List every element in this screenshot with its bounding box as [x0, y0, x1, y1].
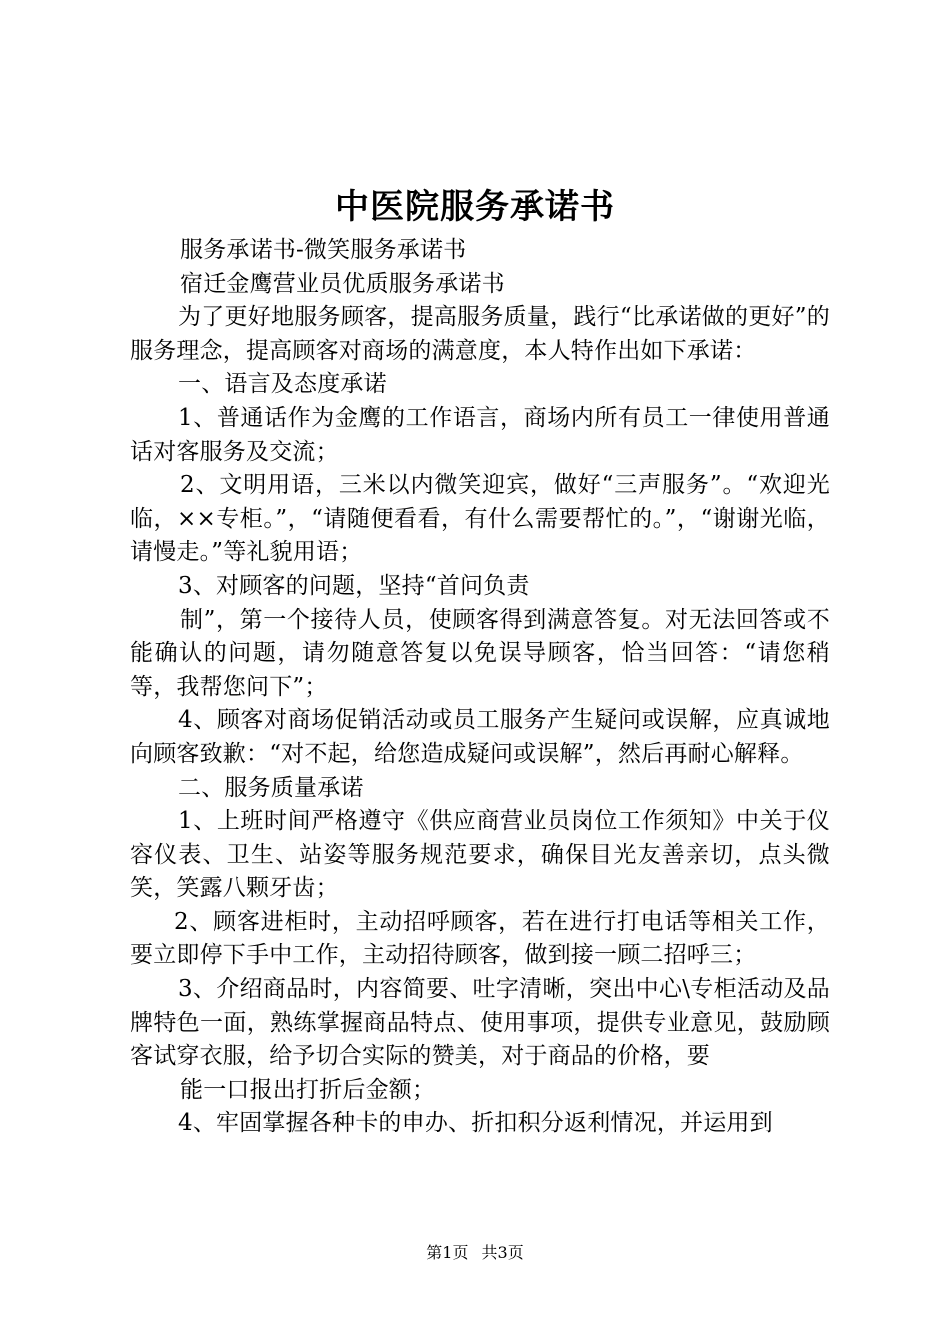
page-number: 第1页: [426, 1243, 469, 1262]
paragraph-quality-2: 2、顾客进柜时，主动招呼顾客，若在进行打电话等相关工作，要立即停下手中工作，主动招待顾客，做到接一顾二招呼三；: [130, 908, 830, 969]
paragraph-quality-4: 4、牢固掌握各种卡的申办、折扣积分返利情况，并运用到: [178, 1110, 773, 1137]
section-heading-language: 一、语言及态度承诺: [178, 371, 387, 398]
page-footer: [0, 1242, 950, 1264]
paragraph-quality-3b: 能一口报出打折后金额；: [180, 1076, 436, 1103]
paragraph-language-3a: 3、对顾客的问题，坚持“首问负责: [178, 572, 530, 599]
paragraph-language-4: 4、顾客对商场促销活动或员工服务产生疑问或误解，应真诚地向顾客致歉：“对不起，给您造成疑问或误解”，然后再耐心解释。: [130, 707, 830, 767]
paragraph-subtitle-2: 宿迁金鹰营业员优质服务承诺书: [180, 270, 505, 297]
document-title: 中医院服务承诺书: [335, 187, 615, 227]
section-heading-quality: 二、服务质量承诺: [178, 774, 364, 801]
paragraph-language-2: 2、文明用语，三米以内微笑迎宾，做好“三声服务”。“欢迎光临，××专柜。”，“请随便看看，有什么需要帮忙的。”，“谢谢光临，请慢走。”等礼貌用语；: [130, 472, 830, 566]
paragraph-intro: 为了更好地服务顾客，提高服务质量，践行“比承诺做的更好”的服务理念，提高顾客对商场的满意度，本人特作出如下承诺：: [130, 304, 830, 364]
paragraph-language-3b: 制”，第一个接待人员，使顾客得到满意答复。对无法回答或不能确认的问题，请勿随意答复以免误导顾客，恰当回答：“请您稍等，我帮您问下”；: [130, 606, 830, 700]
paragraph-quality-1: 1、上班时间严格遵守《供应商营业员岗位工作须知》中关于仪容仪表、卫生、站姿等服务规范要求，确保目光友善亲切，点头微笑，笑露八颗牙齿；: [130, 808, 830, 902]
paragraph-language-1: 1、普通话作为金鹰的工作语言，商场内所有员工一律使用普通话对客服务及交流；: [130, 404, 830, 465]
document-body: [130, 234, 830, 1141]
page-total: 共3页: [481, 1243, 524, 1262]
paragraph-subtitle-1: 服务承诺书-微笑服务承诺书: [180, 237, 467, 263]
paragraph-quality-3a: 3、介绍商品时，内容简要、吐字清晰，突出中心\专柜活动及品牌特色一面，熟练掌握商品特点、使用事项，提供专业意见，鼓励顾客试穿衣服，给予切合实际的赞美，对于商品的价格，要: [130, 976, 830, 1070]
